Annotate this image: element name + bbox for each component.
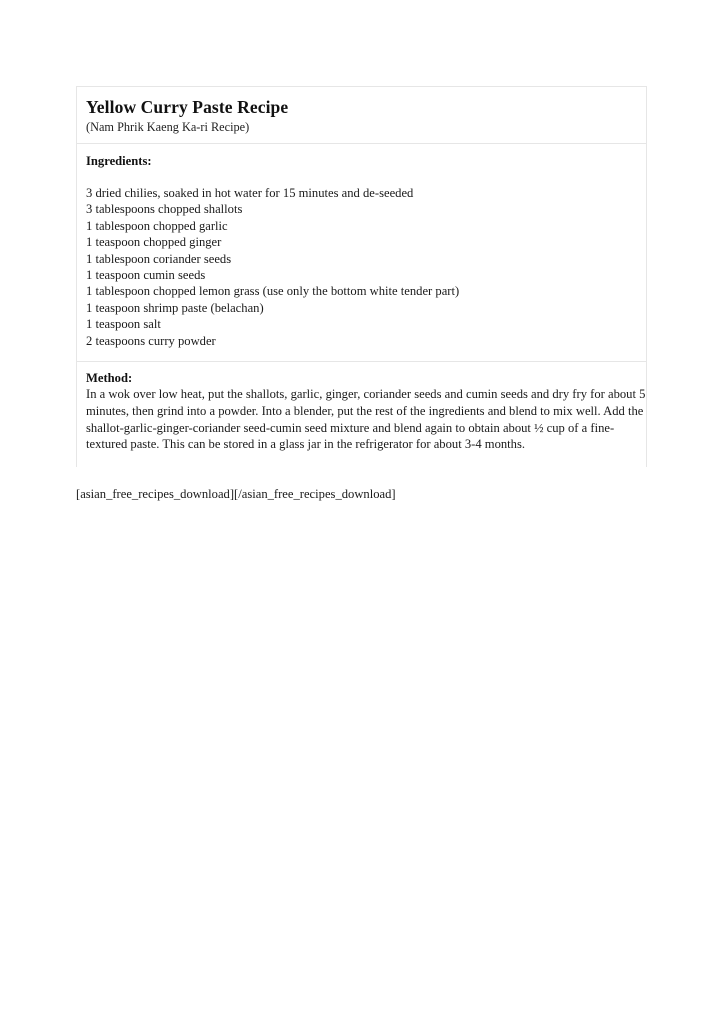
list-item: 1 teaspoon chopped ginger (86, 235, 222, 250)
list-item: 1 teaspoon salt (86, 317, 161, 332)
ingredients-spacer (86, 169, 637, 185)
ingredients-heading: Ingredients: (86, 153, 152, 168)
method-heading: Method: (86, 371, 133, 386)
list-item: 2 teaspoons curry powder (86, 333, 216, 348)
list-item: 3 dried chilies, soaked in hot water for 15 minutes and de-seeded (86, 185, 414, 200)
list-item: 1 teaspoon shrimp paste (belachan) (86, 300, 264, 315)
recipe-subtitle: (Nam Phrik Kaeng Ka-ri Recipe) (86, 119, 250, 134)
recipe-header (77, 87, 646, 143)
list-item: 1 tablespoon chopped lemon grass (use only the bottom white tender part) (86, 284, 460, 299)
list-item: 1 tablespoon coriander seeds (86, 251, 232, 266)
method-section (77, 362, 646, 467)
list-item: 1 tablespoon chopped garlic (86, 218, 228, 233)
list-item: 3 tablespoons chopped shallots (86, 202, 243, 217)
recipe-card (76, 86, 647, 467)
method-body: In a wok over low heat, put the shallots, garlic, ginger, coriander seeds and cumin seeds and dry fry for about 5 minutes, then grind into a powder. Into a blender, put the rest of the ingredients and blend to mix well. Add the shallot-garlic-ginger-coriander seed-cumin seed mixture and blend again to obtain about ½ cup of a fine-textured paste. This can be stored in a glass jar in the refrigerator for about 3-4 months. (86, 387, 646, 452)
page-title: Yellow Curry Paste Recipe (86, 97, 289, 117)
ingredients-list (86, 185, 637, 349)
download-shortcode-text: [asian_free_recipes_download][/asian_free_recipes_download] (76, 487, 396, 501)
ingredients-section (77, 144, 646, 361)
list-item: 1 teaspoon cumin seeds (86, 268, 206, 283)
